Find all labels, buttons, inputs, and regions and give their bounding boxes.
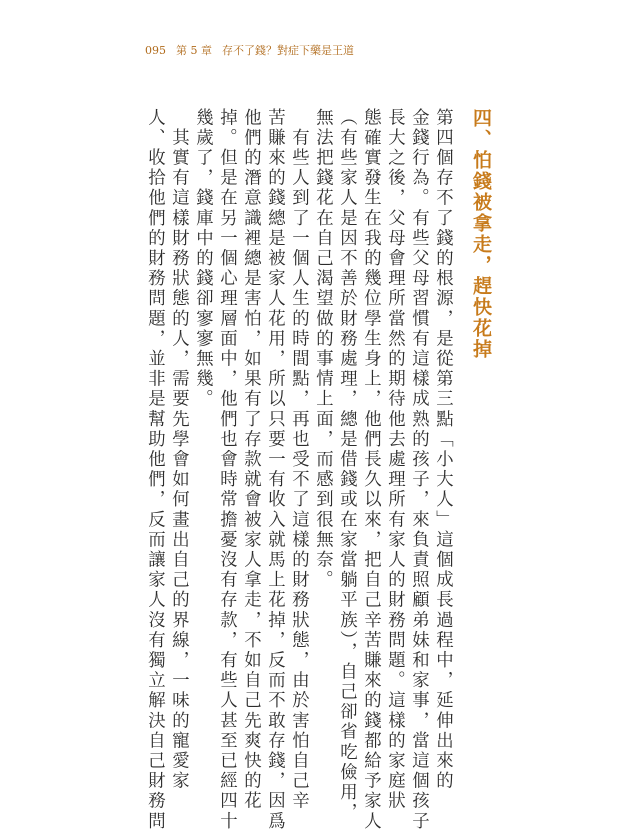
text-column: 有些人到了一個人生的時間點，再也受不了這樣的財務狀態，由於害怕自己辛: [288, 108, 309, 812]
text-column: 第四個存不了錢的根源，是從第三點「小大人」這個成長過程中，延伸出來的: [432, 108, 453, 792]
section-heading: 四、怕錢被拿走，趕快花掉: [470, 108, 492, 360]
text-column: 他們的潛意識裡總是害怕，如果有了存款就會被家人拿走，不如自己先爽快的花: [240, 108, 261, 812]
running-header: [145, 42, 354, 58]
text-column: 態確實發生在我的幾位學生身上，他們長久以來，把自己辛苦賺來的錢都給予家人: [360, 108, 381, 832]
text-column: 長大之後，父母會理所當然的期待他去處理所有家人的財務問題。這樣的家庭狀: [384, 108, 405, 812]
page-number: 095: [145, 43, 166, 57]
text-column: 無法把錢花在自己渴望做的事情上面，而感到很無奈。: [312, 108, 333, 591]
chapter-label: 第 5 章: [176, 44, 212, 57]
text-column: 掉。但是在另一個心理層面中，他們也會時常擔憂沒有存款，有些人甚至已經四十: [216, 108, 237, 832]
text-column: 其實有這樣財務狀態的人，需要先學會如何畫出自己的界線，一味的寵愛家: [168, 108, 189, 792]
text-column: （有些家人是因不善於財務處理，總是借錢或在家當躺平族），自己卻省吃儉用，: [336, 108, 357, 823]
text-column: 人、收拾他們的財務問題，並非是幫助他們，反而讓家人沒有獨立解決自己財務問: [144, 108, 165, 832]
text-column: 金錢行為。有些父母習慣有這樣成熟的孩子，來負責照顧弟妹和家事，當這個孩子: [408, 108, 429, 832]
text-column: 幾歲了，錢庫中的錢卻寥寥無幾。: [192, 108, 213, 410]
chapter-title: 存不了錢？對症下藥是王道: [222, 44, 354, 57]
text-column: 苦賺來的錢總是被家人花用，所以只要一有收入就馬上花掉，反而不敢存錢，因爲: [264, 108, 285, 832]
